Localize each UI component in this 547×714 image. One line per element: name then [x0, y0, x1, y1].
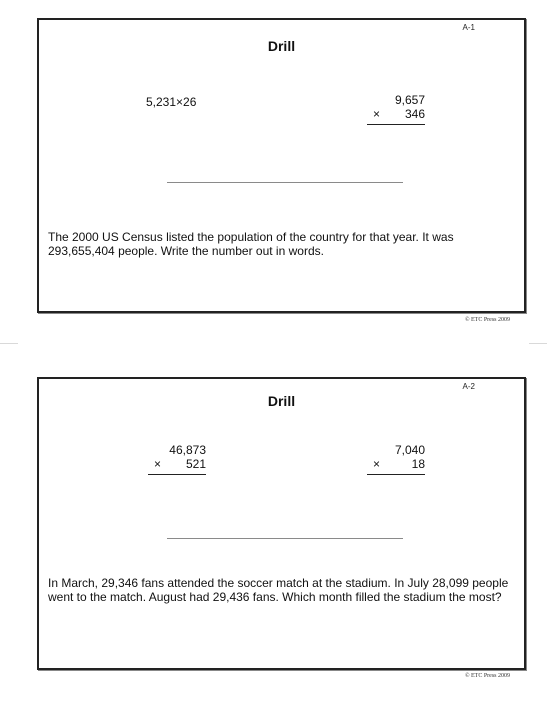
multiplicand-row: [367, 443, 425, 457]
word-problem: The 2000 US Census listed the population of the country for that year. It was 293,655,404 people. Write the number out in words.: [48, 230, 454, 258]
product-underline: [148, 474, 206, 475]
multiplier-row: [148, 457, 206, 471]
vertical-multiplication-problem-left: [148, 443, 206, 475]
page-separator-left: [0, 343, 18, 344]
card-id: A-1: [462, 23, 475, 32]
drill-card-a1: [37, 18, 526, 313]
multiplicand: 9,657: [394, 93, 425, 107]
vertical-multiplication-problem-right: [367, 443, 425, 475]
multiplicand: 7,040: [394, 443, 425, 457]
product-underline: [367, 474, 425, 475]
card-title: Drill: [267, 393, 296, 409]
answer-line: [167, 538, 403, 539]
vertical-multiplication-problem: [367, 93, 425, 125]
card-id: A-2: [462, 382, 475, 391]
answer-line: [167, 182, 403, 183]
product-underline: [367, 124, 425, 125]
inline-multiplication-problem: 5,231×26: [146, 95, 197, 109]
times-operator: ×: [373, 107, 381, 121]
card-title: Drill: [267, 38, 296, 54]
multiplier-row: [367, 107, 425, 121]
multiplier: 521: [185, 457, 206, 471]
times-operator: ×: [373, 457, 381, 471]
times-operator: ×: [154, 457, 162, 471]
copyright-notice: © ETC Press 2009: [464, 317, 510, 323]
multiplier: 346: [404, 107, 425, 121]
copyright-notice: © ETC Press 2009: [464, 673, 510, 679]
multiplicand-row: [367, 93, 425, 107]
multiplicand-row: [148, 443, 206, 457]
multiplicand: 46,873: [169, 443, 206, 457]
multiplier-row: [367, 457, 425, 471]
page-separator-right: [529, 343, 547, 344]
multiplier: 18: [411, 457, 425, 471]
word-problem: In March, 29,346 fans attended the soccer match at the stadium. In July 28,099 people went to the match. August had 29,436 fans. Which month filled the stadium the most?: [48, 576, 509, 604]
drill-card-a2: [37, 377, 526, 670]
